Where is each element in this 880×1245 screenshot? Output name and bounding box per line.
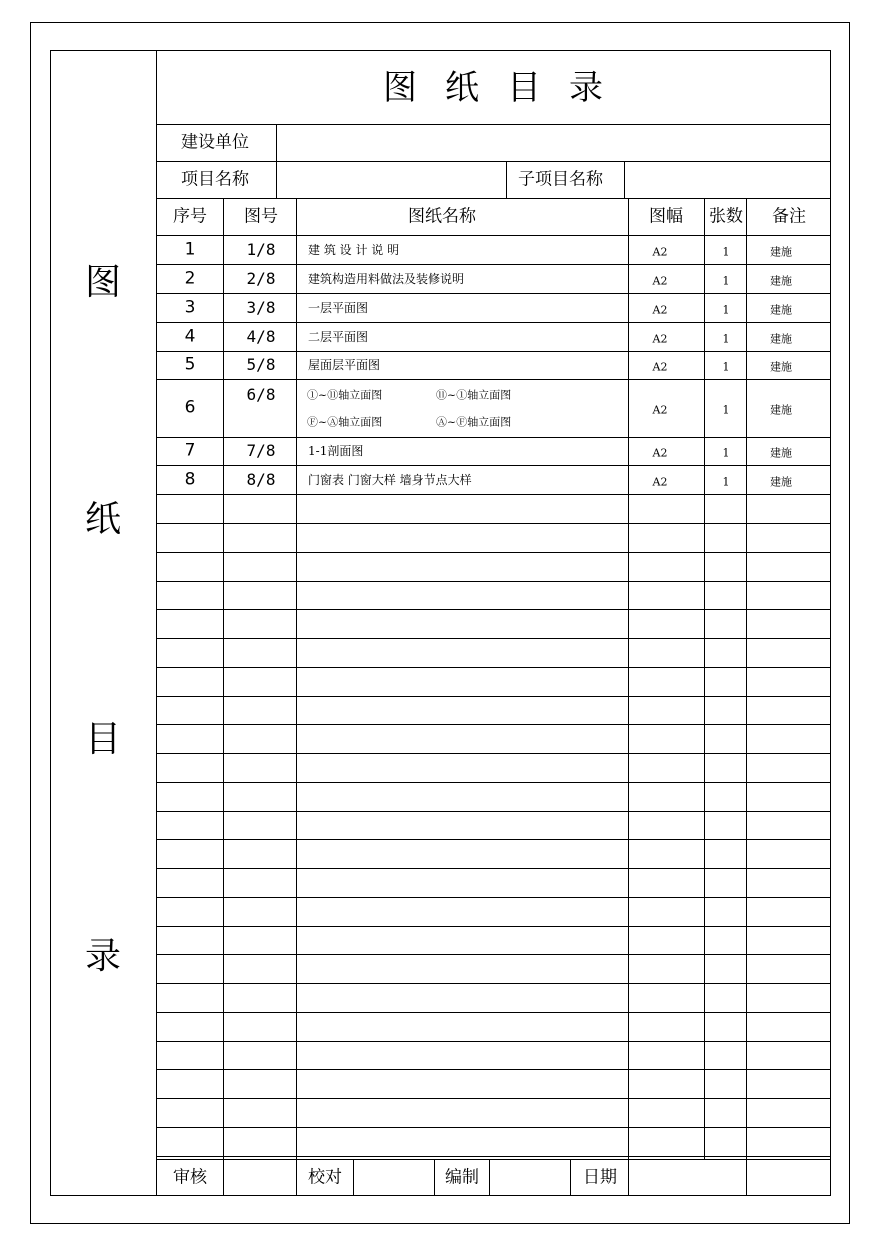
- col-header-sheets: 张数: [709, 206, 743, 227]
- row-drawing-name: 建筑构造用料做法及装修说明: [308, 272, 465, 286]
- grid-line: [156, 782, 831, 783]
- row-sheets: 1: [722, 475, 730, 489]
- footer-review-label: 审核: [173, 1167, 207, 1188]
- col-header-format: 图幅: [649, 206, 683, 227]
- row-seq: 5: [184, 354, 196, 375]
- side-char-3: 目: [84, 719, 122, 760]
- grid-line: [156, 124, 831, 125]
- row-remark: 建施: [770, 403, 792, 417]
- grid-line: [624, 161, 625, 198]
- grid-line: [156, 494, 831, 495]
- row-remark: 建施: [770, 332, 792, 346]
- row-drawing-name: 1-1剖面图: [308, 444, 364, 458]
- row-sheets: 1: [722, 446, 730, 460]
- row-drawing-name: 二层平面图: [308, 330, 369, 344]
- row-seq: 1: [184, 239, 196, 260]
- row-sheets: 1: [722, 403, 730, 417]
- footer-date-label: 日期: [583, 1167, 617, 1188]
- grid-line: [704, 198, 705, 1160]
- col-header-drawing-name: 图纸名称: [408, 206, 476, 227]
- grid-line: [156, 926, 831, 927]
- row-seq: 6: [184, 397, 196, 418]
- grid-line: [156, 161, 831, 162]
- grid-line: [156, 264, 831, 265]
- grid-line: [156, 235, 831, 236]
- row-format: A2: [652, 403, 668, 417]
- grid-line: [156, 293, 831, 294]
- grid-line: [156, 50, 157, 1196]
- col-header-remark: 备注: [772, 206, 806, 227]
- grid-line: [489, 1159, 490, 1196]
- row-seq: 8: [184, 469, 196, 490]
- row-seq: 2: [184, 268, 196, 289]
- grid-line: [746, 198, 747, 1196]
- grid-line: [156, 552, 831, 553]
- row-seq: 3: [184, 297, 196, 318]
- row-sheets: 1: [722, 274, 730, 288]
- row-remark: 建施: [770, 475, 792, 489]
- row-sheets: 1: [722, 332, 730, 346]
- row-drawing-no: 3/8: [246, 298, 276, 317]
- row-drawing-no: 1/8: [246, 240, 276, 259]
- footer-check-label: 校对: [308, 1167, 342, 1188]
- row-remark: 建施: [770, 274, 792, 288]
- grid-line: [156, 322, 831, 323]
- grid-line: [156, 897, 831, 898]
- row-drawing-no: 4/8: [246, 327, 276, 346]
- grid-line: [434, 1159, 435, 1196]
- row-drawing-no: 7/8: [246, 441, 276, 460]
- row-drawing-name: 门窗表 门窗大样 墙身节点大样: [308, 473, 472, 487]
- grid-line: [156, 1159, 831, 1160]
- grid-line: [570, 1159, 571, 1196]
- row-seq: 7: [184, 440, 196, 461]
- construction-unit-label: 建设单位: [181, 132, 249, 153]
- row-drawing-no: 2/8: [246, 269, 276, 288]
- grid-line: [156, 954, 831, 955]
- row-drawing-no: 6/8: [246, 385, 276, 404]
- side-char-4: 录: [84, 936, 122, 977]
- grid-line: [156, 523, 831, 524]
- grid-line: [156, 839, 831, 840]
- grid-line: [156, 724, 831, 725]
- row-remark: 建施: [770, 245, 792, 259]
- row-sheets: 1: [722, 245, 730, 259]
- grid-line: [156, 696, 831, 697]
- subproject-name-label: 子项目名称: [518, 169, 603, 190]
- grid-line: [156, 437, 831, 438]
- grid-line: [156, 1098, 831, 1099]
- grid-line: [156, 638, 831, 639]
- grid-line: [156, 1156, 831, 1157]
- grid-line: [156, 609, 831, 610]
- grid-line: [156, 1041, 831, 1042]
- row-format: A2: [652, 332, 668, 346]
- grid-line: [276, 124, 277, 198]
- row-format: A2: [652, 475, 668, 489]
- grid-line: [156, 198, 831, 199]
- row-remark: 建施: [770, 303, 792, 317]
- row-drawing-name: Ⓕ~Ⓐ轴立面图: [307, 415, 383, 429]
- grid-line: [628, 198, 629, 1196]
- side-char-1: 图: [84, 262, 122, 303]
- row-format: A2: [652, 446, 668, 460]
- row-sheets: 1: [722, 303, 730, 317]
- row-remark: 建施: [770, 446, 792, 460]
- grid-line: [156, 1012, 831, 1013]
- grid-line: [156, 667, 831, 668]
- grid-line: [506, 161, 507, 198]
- grid-line: [156, 581, 831, 582]
- col-header-drawing-no: 图号: [244, 206, 278, 227]
- row-drawing-name: ⑪~①轴立面图: [436, 388, 512, 402]
- row-format: A2: [652, 360, 668, 374]
- row-sheets: 1: [722, 360, 730, 374]
- row-drawing-name: 一层平面图: [308, 301, 369, 315]
- grid-line: [156, 1069, 831, 1070]
- side-char-2: 纸: [84, 499, 122, 540]
- row-format: A2: [652, 245, 668, 259]
- row-seq: 4: [184, 326, 196, 347]
- grid-line: [156, 1127, 831, 1128]
- project-name-label: 项目名称: [181, 169, 249, 190]
- row-drawing-no: 5/8: [246, 355, 276, 374]
- grid-line: [223, 198, 224, 1196]
- row-remark: 建施: [770, 360, 792, 374]
- page-title: 图纸目录: [383, 68, 631, 108]
- grid-line: [156, 465, 831, 466]
- row-format: A2: [652, 274, 668, 288]
- grid-line: [156, 983, 831, 984]
- row-drawing-name: Ⓐ~Ⓕ轴立面图: [436, 415, 512, 429]
- row-format: A2: [652, 303, 668, 317]
- grid-line: [156, 379, 831, 380]
- grid-line: [156, 811, 831, 812]
- row-drawing-name: 屋面层平面图: [308, 358, 381, 372]
- grid-line: [156, 351, 831, 352]
- grid-line: [156, 868, 831, 869]
- grid-line: [353, 1159, 354, 1196]
- footer-compile-label: 编制: [445, 1167, 479, 1188]
- col-header-seq: 序号: [173, 206, 207, 227]
- grid-line: [296, 198, 297, 1196]
- row-drawing-name: 建 筑 设 计 说 明: [308, 243, 400, 257]
- grid-line: [156, 753, 831, 754]
- row-drawing-no: 8/8: [246, 470, 276, 489]
- row-drawing-name: ①~⑪轴立面图: [307, 388, 383, 402]
